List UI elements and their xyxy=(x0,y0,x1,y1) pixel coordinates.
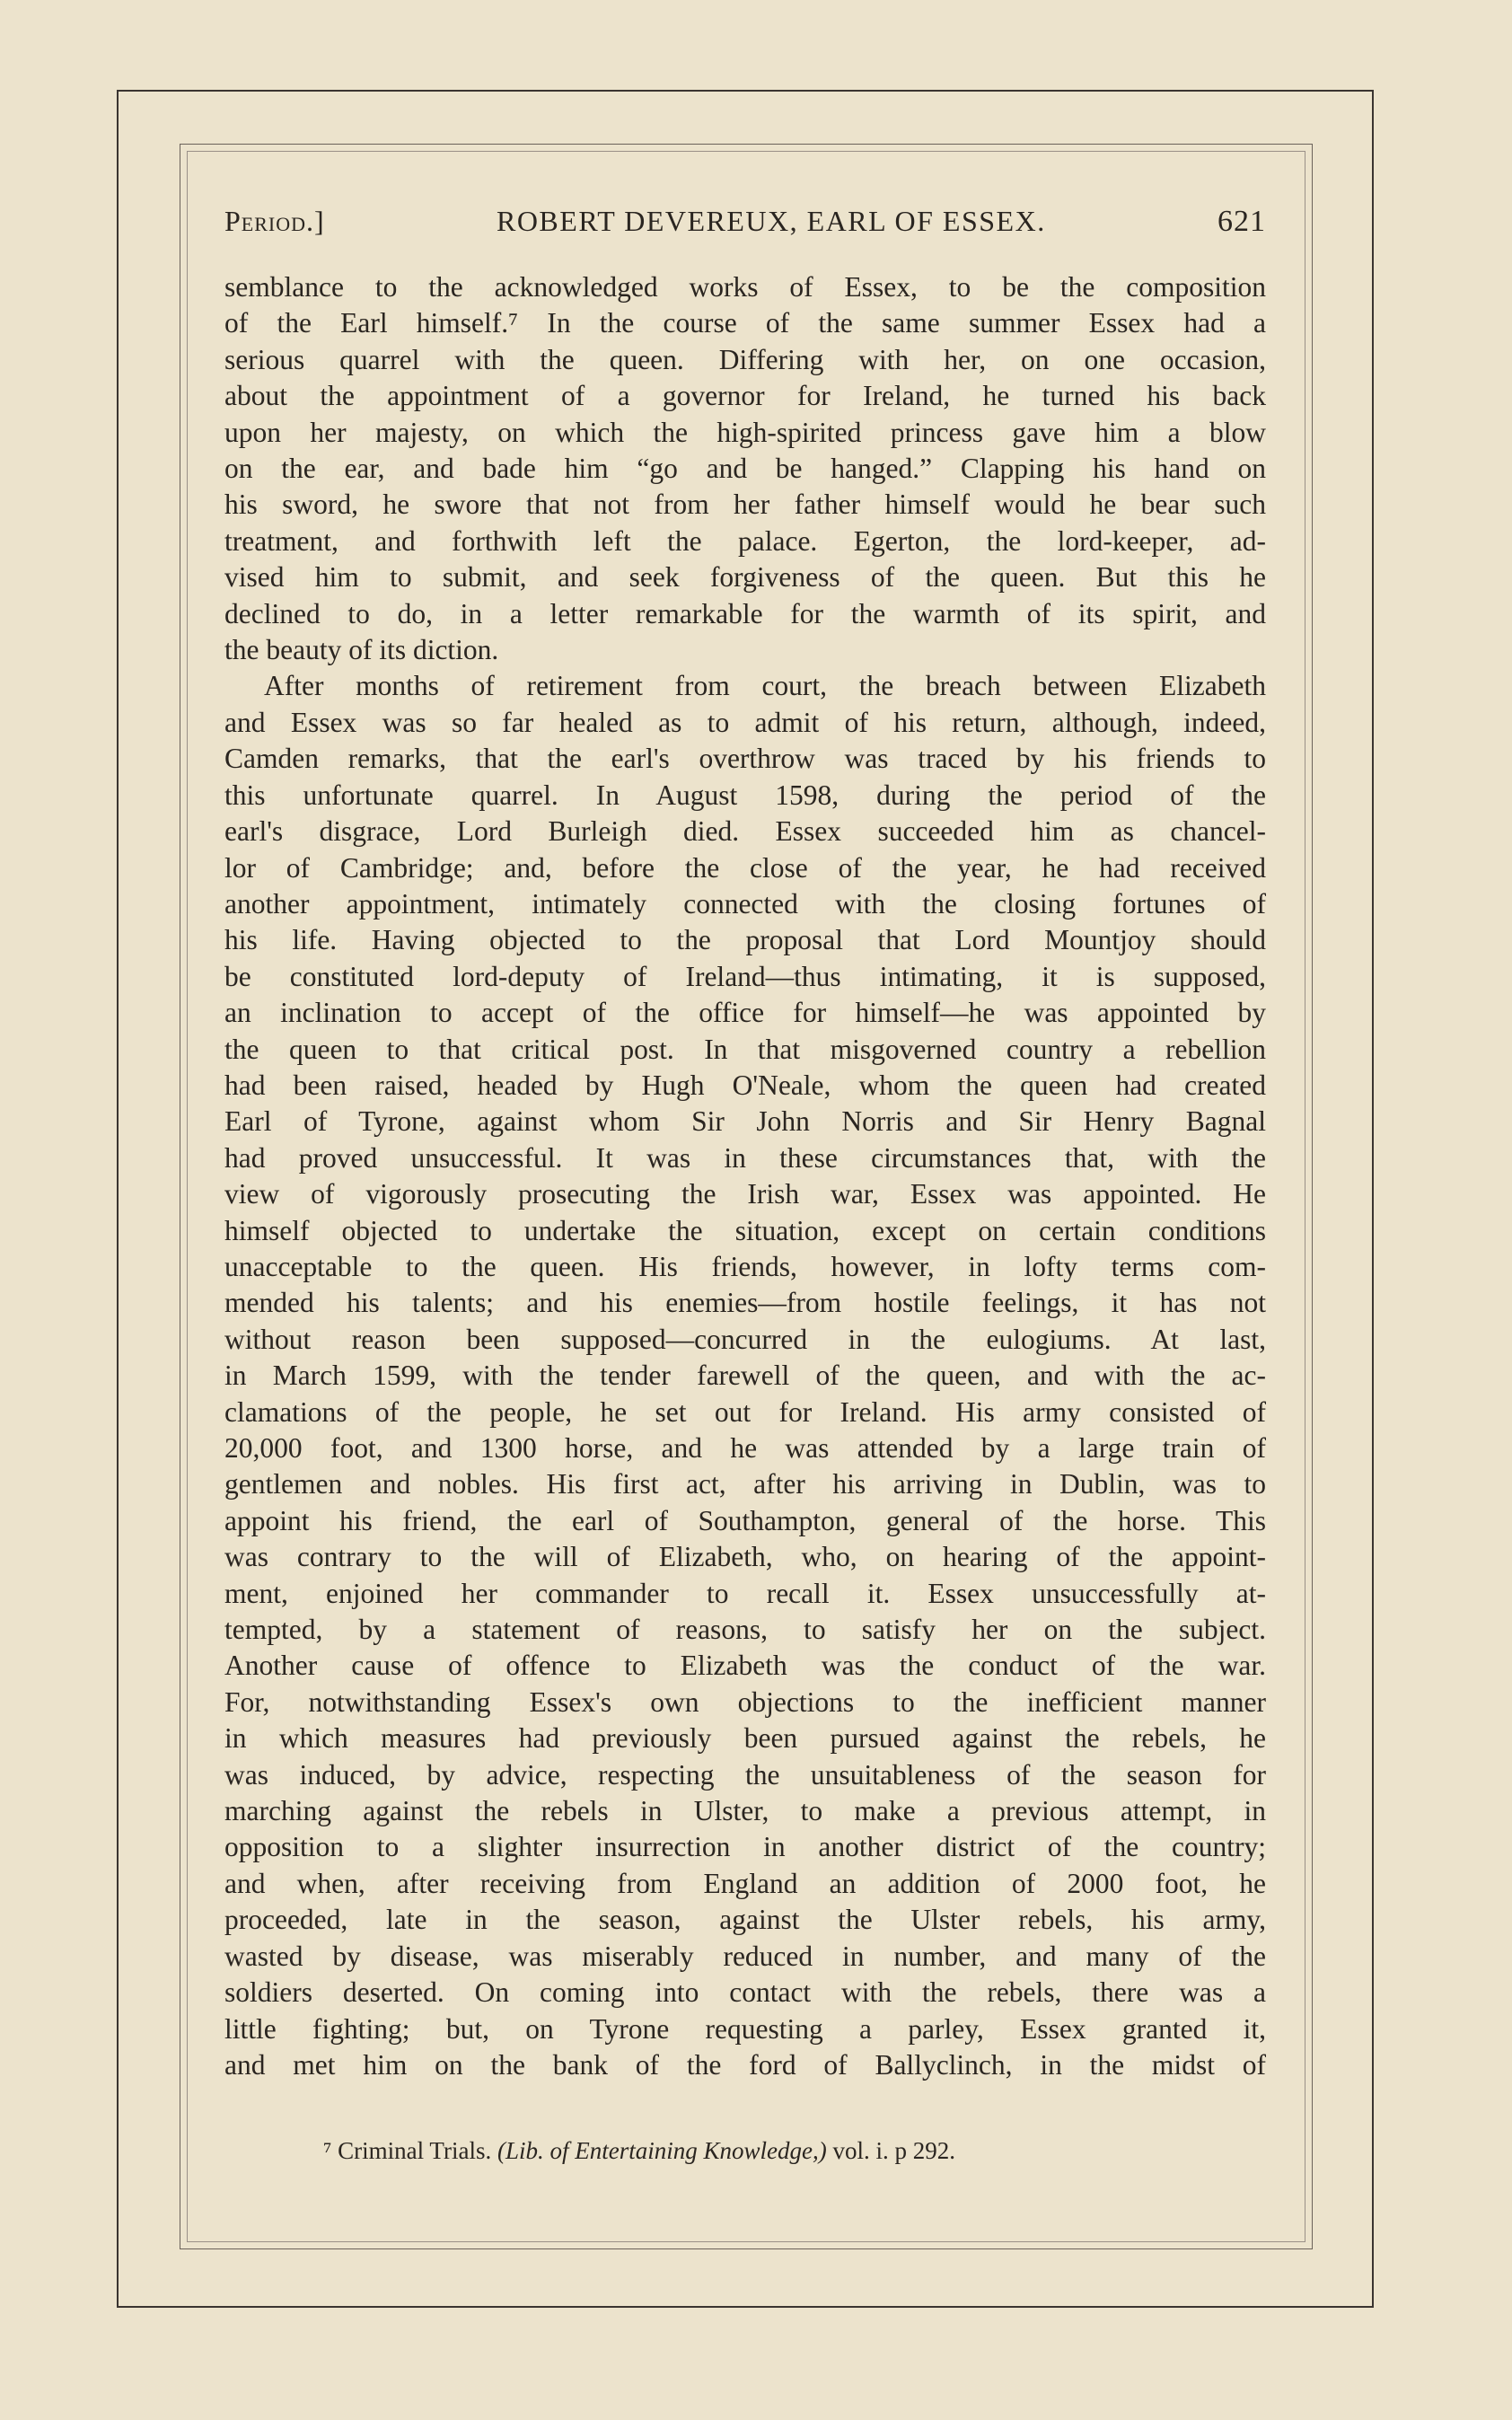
text-line: serious quarrel with the queen. Differing with her, on one occasion, xyxy=(224,343,1266,375)
text-line: opposition to a slighter insurrection in another district of the country; xyxy=(224,1831,1266,1863)
text-line: the queen to that critical post. In that misgoverned country a rebellion xyxy=(224,1033,1266,1065)
text-line: and Essex was so far healed as to admit of his return, although, indeed, xyxy=(224,706,1266,738)
footnote-marker: ⁷ xyxy=(323,2137,332,2164)
text-line: clamations of the people, he set out for Ireland. His army consisted of xyxy=(224,1395,1266,1428)
text-line: appoint his friend, the earl of Southampton, general of the horse. This xyxy=(224,1504,1266,1536)
text-line: was contrary to the will of Elizabeth, who, on hearing of the appoint- xyxy=(224,1541,1266,1573)
text-line: ment, enjoined her commander to recall it. Essex unsuccessfully at- xyxy=(224,1577,1266,1609)
text-line: mended his talents; and his enemies—from hostile feelings, it has not xyxy=(224,1287,1266,1319)
text-line: the beauty of its diction. xyxy=(224,634,499,666)
text-line: unacceptable to the queen. His friends, however, in lofty terms com- xyxy=(224,1250,1266,1282)
text-line: Camden remarks, that the earl's overthrow was traced by his friends to xyxy=(224,743,1266,775)
text-line: an inclination to accept of the office for himself—he was appointed by xyxy=(224,997,1266,1029)
text-line: Earl of Tyrone, against whom Sir John Norris and Sir Henry Bagnal xyxy=(224,1105,1266,1138)
text-line: in which measures had previously been pursued against the rebels, he xyxy=(224,1722,1266,1755)
text-line: soldiers deserted. On coming into contact with the rebels, there was a xyxy=(224,1976,1266,2009)
text-line: had been raised, headed by Hugh O'Neale, whom the queen had created xyxy=(224,1069,1266,1101)
text-line: had proved unsuccessful. It was in these circumstances that, with the xyxy=(224,1141,1266,1174)
text-line: tempted, by a statement of reasons, to satisfy her on the subject. xyxy=(224,1614,1266,1646)
text-line: Another cause of offence to Elizabeth was the conduct of the war. xyxy=(224,1650,1266,1682)
page-number: 621 xyxy=(1217,205,1266,238)
footnote-reference: vol. i. p 292. xyxy=(832,2137,955,2164)
header-title: ROBERT DEVEREUX, EARL OF ESSEX. xyxy=(496,205,1046,237)
text-line: be constituted lord-deputy of Ireland—thus intimating, it is supposed, xyxy=(224,960,1266,992)
text-line: in March 1599, with the tender farewell of the queen, and with the ac- xyxy=(224,1360,1266,1392)
running-header xyxy=(224,205,1266,248)
text-line: himself objected to undertake the situation, except on certain conditions xyxy=(224,1214,1266,1246)
text-line: about the appointment of a governor for Ireland, he turned his back xyxy=(224,380,1266,412)
body-text xyxy=(224,269,1266,2083)
text-line: semblance to the acknowledged works of Essex, to be the composition xyxy=(224,271,1266,303)
text-line: proceeded, late in the season, against the Ulster rebels, his army, xyxy=(224,1904,1266,1936)
text-line: little fighting; but, on Tyrone requesting a parley, Essex granted it, xyxy=(224,2012,1266,2045)
text-line: upon her majesty, on which the high-spirited princess gave him a blow xyxy=(224,416,1266,448)
text-line: without reason been supposed—concurred in the eulogiums. At last, xyxy=(224,1323,1266,1355)
footnote-series: (Lib. of Entertaining Knowledge,) xyxy=(497,2137,827,2164)
text-line: this unfortunate quarrel. In August 1598, during the period of the xyxy=(224,779,1266,811)
text-line: 20,000 foot, and 1300 horse, and he was attended by a large train of xyxy=(224,1432,1266,1464)
footnote-source: Criminal Trials. xyxy=(338,2137,492,2164)
text-line: and when, after receiving from England an addition of 2000 foot, he xyxy=(224,1867,1266,1899)
text-line: was induced, by advice, respecting the unsuitableness of the season for xyxy=(224,1758,1266,1791)
text-line: treatment, and forthwith left the palace. Egerton, the lord-keeper, ad- xyxy=(224,524,1266,557)
text-line: on the ear, and bade him “go and be hanged.” Clapping his hand on xyxy=(224,453,1266,485)
text-line: and met him on the bank of the ford of Ballyclinch, in the midst of xyxy=(224,2048,1266,2081)
text-line: gentlemen and nobles. His first act, after his arriving in Dublin, was to xyxy=(224,1468,1266,1500)
text-line: declined to do, in a letter remarkable for the warmth of its spirit, and xyxy=(224,597,1266,629)
text-line: After months of retirement from court, the breach between Elizabeth xyxy=(264,670,1266,702)
text-line: earl's disgrace, Lord Burleigh died. Essex succeeded him as chancel- xyxy=(224,815,1266,848)
text-line: of the Earl himself.⁷ In the course of the same summer Essex had a xyxy=(224,307,1266,339)
text-line: his life. Having objected to the proposal that Lord Mountjoy should xyxy=(224,924,1266,956)
text-line: another appointment, intimately connected with the closing fortunes of xyxy=(224,887,1266,920)
text-line: his sword, he swore that not from her father himself would he bear such xyxy=(224,488,1266,521)
text-line: marching against the rebels in Ulster, to make a previous attempt, in xyxy=(224,1795,1266,1827)
header-section-label: Period.] xyxy=(224,205,325,237)
text-line: wasted by disease, was miserably reduced in number, and many of the xyxy=(224,1940,1266,1972)
text-line: lor of Cambridge; and, before the close of the year, he had received xyxy=(224,851,1266,884)
footnote xyxy=(323,2137,1221,2165)
text-line: vised him to submit, and seek forgiveness of the queen. But this he xyxy=(224,561,1266,594)
text-line: For, notwithstanding Essex's own objections to the inefficient manner xyxy=(224,1685,1266,1718)
text-line: view of vigorously prosecuting the Irish war, Essex was appointed. He xyxy=(224,1178,1266,1210)
